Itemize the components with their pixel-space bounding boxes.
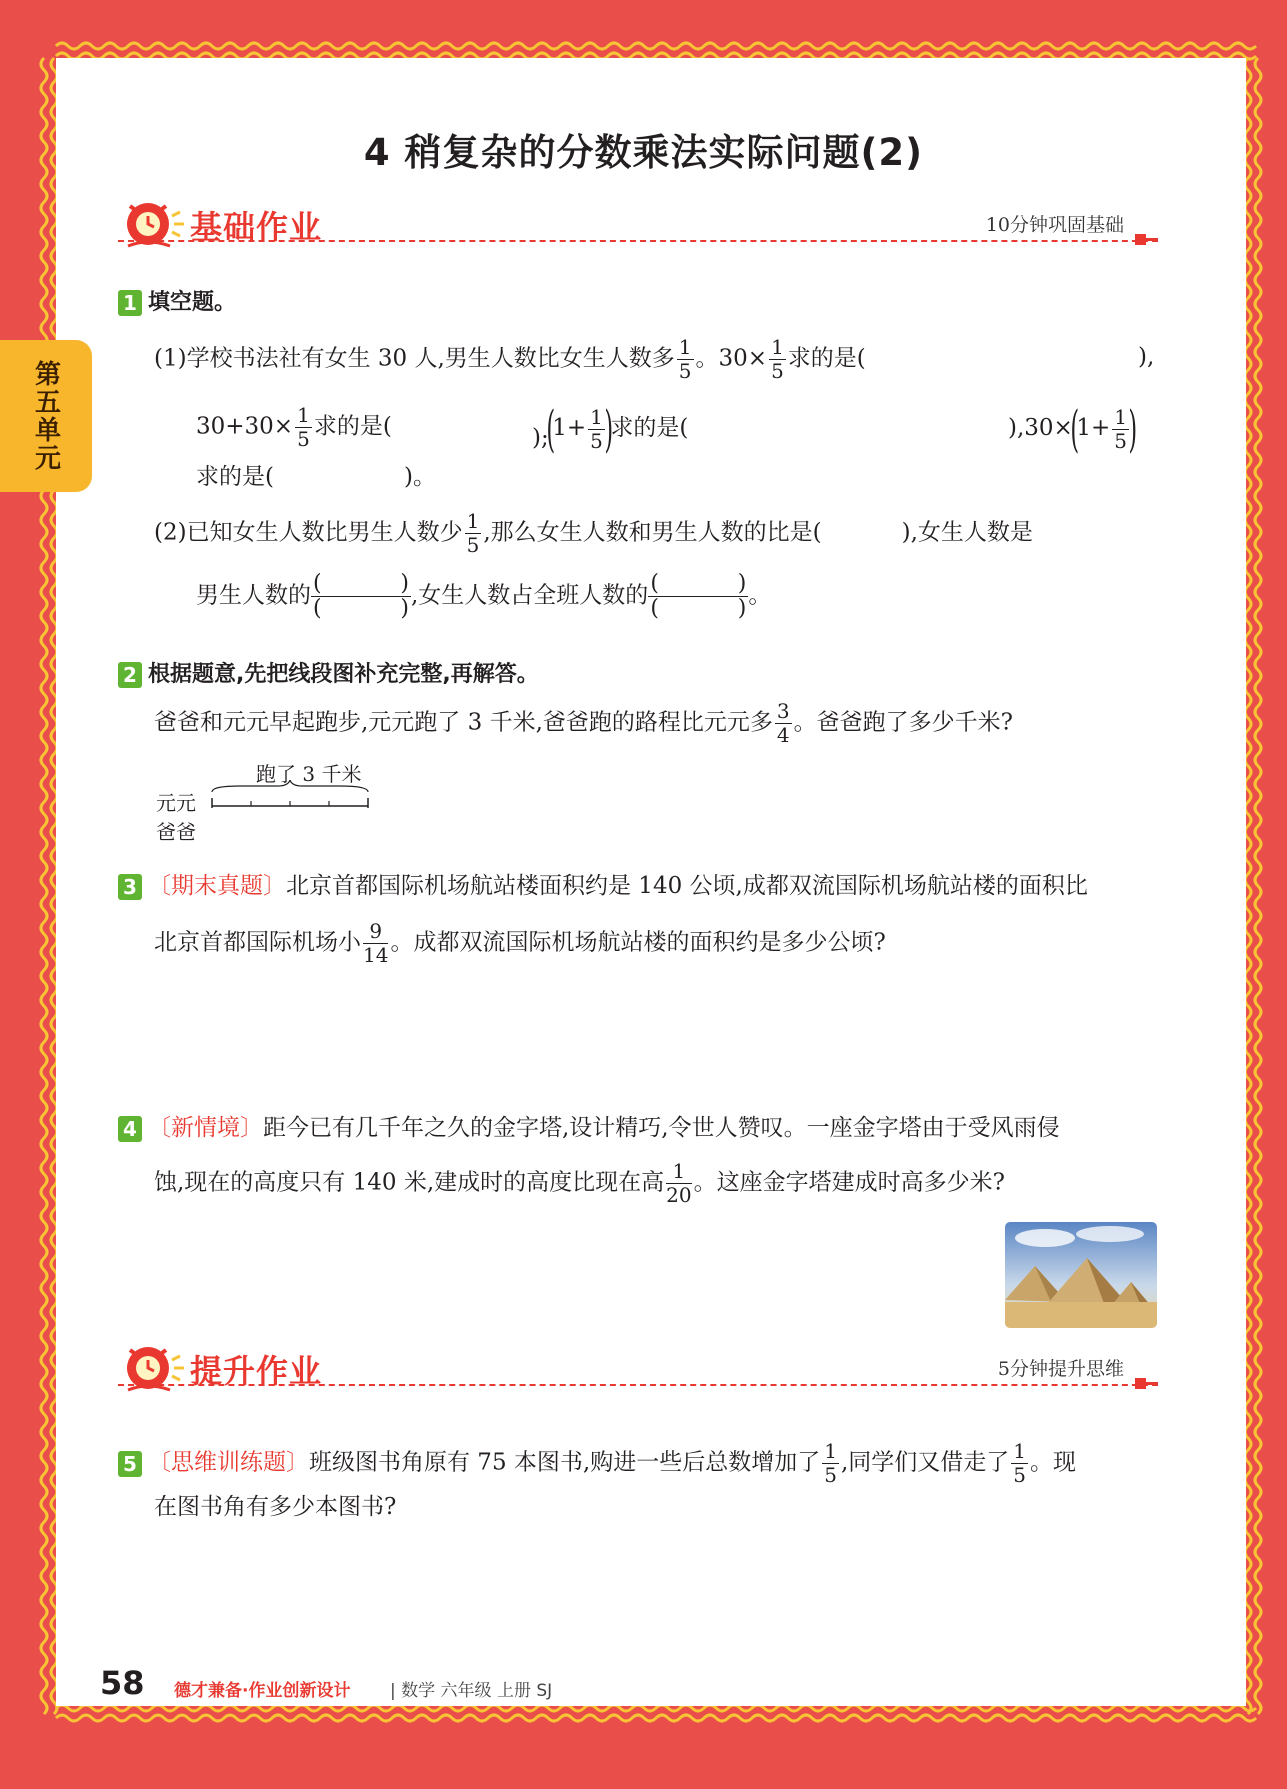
page-title: 4 稍复杂的分数乘法实际问题(2) (363, 131, 924, 174)
fraction-denominator: 5 (678, 359, 692, 383)
footer-book-info: | 数学 六年级 上册 SJ (390, 1681, 553, 1701)
section-header-advanced (118, 1338, 1158, 1408)
q1-text: (1)学校书法社有女生 30 人,男生人数比女生人数多 (154, 345, 675, 372)
q4-text: 距今已有几千年之久的金字塔,设计精巧,令世人赞叹。一座金字塔由于受风雨侵 (263, 1115, 1060, 1141)
section-header-basic (118, 194, 1158, 264)
q3-text: 北京首都国际机场航站楼面积约是 140 公顷,成都双流国际机场航站楼的面积比 (286, 873, 1088, 899)
fraction-numerator: 1 (1114, 404, 1127, 429)
fraction (1011, 1440, 1028, 1487)
question-number-2: 2 (118, 662, 142, 688)
fraction-numerator: 1 (771, 335, 784, 359)
question-tag: 〔思维训练题〕 (148, 1449, 309, 1476)
question-1-part-2-line-2 (196, 572, 771, 621)
q1-text: 1+ (552, 415, 587, 441)
answer-blank-close: ), (1138, 344, 1155, 370)
q1-text: ),女生人数是 (901, 519, 1033, 546)
paren: ) (400, 571, 409, 596)
fraction (677, 336, 694, 383)
q1-text: ); (532, 425, 549, 451)
fraction-denominator: 5 (297, 427, 310, 451)
fraction-denominator: 14 (363, 943, 389, 967)
question-4-line-2 (154, 1160, 1005, 1207)
fraction-denominator: 5 (1013, 1463, 1026, 1487)
section-divider (118, 240, 1158, 242)
section-label-basic: 基础作业 (190, 208, 323, 246)
pyramid-photo (1005, 1222, 1157, 1328)
alarm-clock-icon (118, 194, 188, 252)
segment-row-label-baba: 爸爸 (156, 820, 196, 844)
big-paren-close: ) (604, 400, 614, 458)
q4-text: 。这座金字塔建成时高多少米? (693, 1169, 1005, 1196)
fraction-numerator: 1 (824, 1439, 837, 1463)
paren: ( (650, 596, 659, 622)
question-number-5: 5 (118, 1451, 142, 1477)
fraction-denominator: 5 (1114, 428, 1127, 453)
q2-text: 。爸爸跑了多少千米? (793, 709, 1013, 736)
section-label-advanced: 提升作业 (190, 1352, 323, 1390)
question-tag: 〔新情境〕 (148, 1115, 263, 1141)
fraction-numerator: 1 (678, 335, 692, 359)
question-tag: 〔期末真题〕 (148, 873, 286, 899)
question-1-part-1-line-1 (154, 336, 866, 383)
q1-text: 。30× (695, 345, 768, 372)
q1-text: 30+30× (196, 413, 294, 440)
fraction-numerator: 1 (666, 1160, 691, 1184)
question-1-part-2-line-1 (154, 510, 1033, 557)
q1-text: ),30× (1008, 415, 1073, 441)
paren: ) (737, 596, 747, 622)
q1-text: )。 (403, 464, 436, 490)
fraction (1112, 406, 1129, 453)
question-1-part-1-line-2b (532, 400, 689, 458)
fraction (769, 336, 786, 383)
q5-text: ,同学们又借走了 (840, 1449, 1010, 1476)
divider-end-line (1144, 1382, 1158, 1385)
q5-text: 班级图书角原有 75 本图书,购进一些后总数增加了 (309, 1449, 821, 1476)
question-4-line-1 (118, 1116, 1060, 1142)
page-number: 58 (100, 1664, 145, 1702)
q1-text: (2)已知女生人数比男生人数少 (154, 519, 463, 546)
paren: ) (400, 596, 409, 622)
question-number-1: 1 (118, 290, 142, 316)
q1-text: ,那么女生人数和男生人数的比是( (483, 519, 822, 546)
fraction-denominator: 4 (776, 723, 790, 747)
paren: ( (313, 596, 322, 622)
unit-side-tab-label: 第五单元 (30, 360, 61, 472)
fraction-numerator: 1 (590, 404, 603, 429)
blank-fraction[interactable] (648, 572, 748, 621)
big-paren-open: ( (546, 400, 555, 458)
q1-text: 求的是( (610, 415, 689, 441)
paren: ) (737, 571, 747, 596)
fraction (775, 700, 792, 747)
question-3-line-2 (154, 920, 886, 967)
fraction-numerator: 1 (297, 403, 310, 427)
fraction-numerator: 1 (1013, 1439, 1026, 1463)
fraction-denominator: 5 (466, 533, 480, 557)
question-2-text (154, 700, 1013, 747)
fraction-denominator: 5 (590, 428, 603, 453)
q3-text: 北京首都国际机场小 (154, 929, 361, 956)
question-2-header (118, 657, 539, 688)
q1-text: 求的是( (313, 413, 392, 440)
question-1-part-1-line-3 (196, 466, 436, 489)
q1-text: 。 (748, 582, 772, 609)
q1-text: 求的是( (787, 345, 866, 372)
fraction-denominator: 20 (666, 1183, 692, 1207)
question-1-part-1-line-2 (196, 404, 392, 451)
blank-fraction[interactable] (311, 572, 411, 621)
question-3-line-1 (118, 874, 1088, 900)
footer-brand: 德才兼备·作业创新设计 (174, 1681, 351, 1701)
q4-text: 蚀,现在的高度只有 140 米,建成时的高度比现在高 (154, 1169, 665, 1196)
paren: ( (313, 571, 322, 596)
big-paren-open: ( (1070, 400, 1079, 458)
question-number-4: 4 (118, 1116, 142, 1142)
section-subtitle-advanced: 5分钟提升思维 (997, 1358, 1124, 1380)
segment-diagram-label: 跑了 3 千米 (256, 762, 362, 786)
fraction (363, 920, 388, 967)
fraction-denominator: 5 (824, 1463, 837, 1487)
q1-text: ,女生人数占全班人数的 (411, 582, 649, 609)
segment-row-label-yuanyuan: 元元 (156, 791, 196, 815)
question-5-line-1 (118, 1440, 1076, 1487)
alarm-clock-icon (118, 1338, 188, 1396)
section-subtitle-basic: 10分钟巩固基础 (985, 214, 1124, 236)
big-paren-close: ) (1128, 400, 1138, 458)
fraction-numerator: 1 (466, 509, 480, 533)
fraction-numerator: 9 (363, 920, 388, 944)
question-5-line-2: 在图书角有多少本图书? (154, 1494, 397, 1520)
paren: ( (650, 571, 659, 596)
unit-side-tab (0, 340, 92, 492)
fraction (295, 404, 312, 451)
question-1-header (118, 285, 236, 316)
fraction (588, 406, 605, 453)
question-1-part-1-line-2c (1008, 400, 1138, 458)
segment-diagram (200, 780, 380, 816)
q1-text: 1+ (1076, 415, 1111, 441)
q1-text: 求的是( (196, 464, 274, 490)
fraction-numerator: 3 (776, 699, 790, 723)
q5-text: 。现 (1029, 1449, 1076, 1476)
fraction (465, 510, 482, 557)
fraction-denominator: 5 (771, 359, 784, 383)
section-divider (118, 1384, 1158, 1386)
q2-text: 爸爸和元元早起跑步,元元跑了 3 千米,爸爸跑的路程比元元多 (154, 709, 773, 736)
q3-text: 。成都双流国际机场航站楼的面积约是多少公顷? (390, 929, 886, 956)
fraction (822, 1440, 839, 1487)
question-1-title: 填空题。 (148, 290, 237, 315)
question-number-3: 3 (118, 874, 142, 900)
divider-end-line (1144, 238, 1158, 241)
q1-text: 男生人数的 (196, 582, 311, 609)
fraction (666, 1160, 691, 1207)
question-2-title: 根据题意,先把线段图补充完整,再解答。 (148, 662, 539, 687)
